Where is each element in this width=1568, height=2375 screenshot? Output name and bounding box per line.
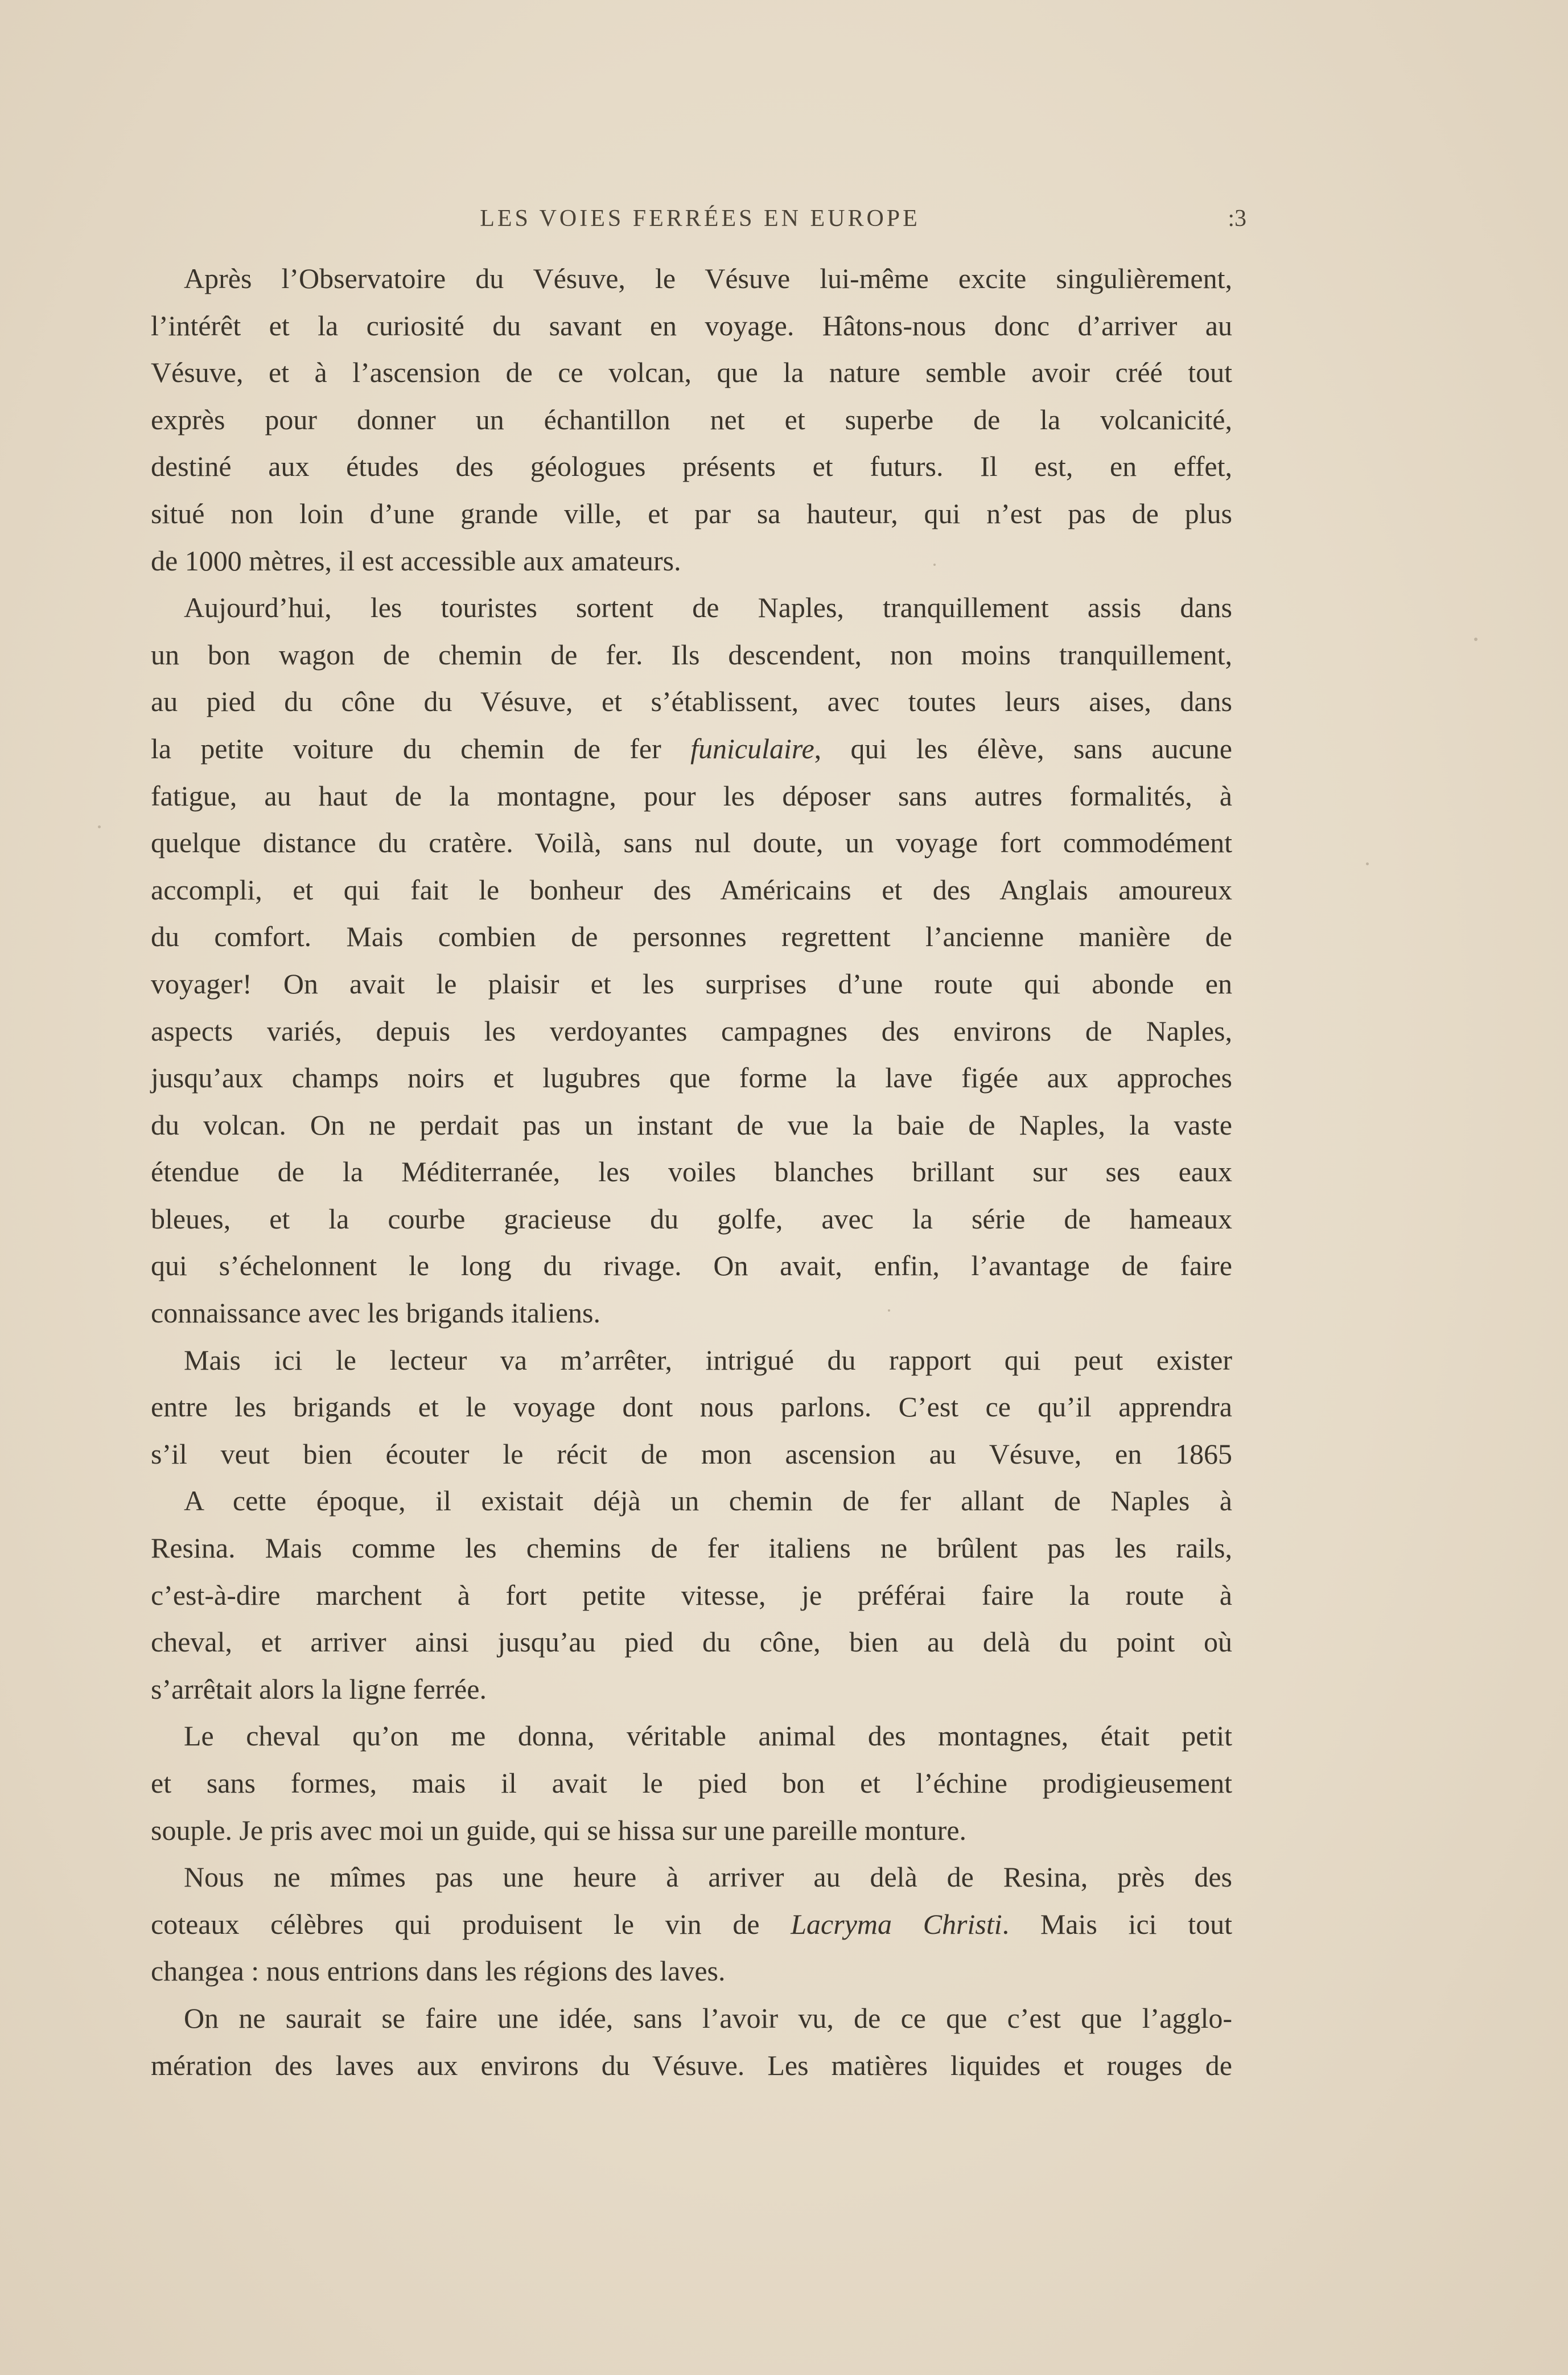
text-line: Mais ici le lecteur va m’arrêter, intrigué du rapport qui peut exister (184, 1343, 1232, 1376)
text-line: au pied du cône du Vésuve, et s’établissent, avec toutes leurs aises, dans (151, 685, 1232, 718)
text-line: mération des laves aux environs du Vésuve. Les matières liquides et rouges de (151, 2049, 1232, 2081)
text-line: Le cheval qu’on me donna, véritable animal des montagnes, était petit (184, 1720, 1232, 1752)
text-line: situé non loin d’une grande ville, et par sa hauteur, qui n’est pas de plus (151, 497, 1232, 529)
page-number: :3 (1228, 206, 1246, 232)
text-line: changea : nous entrions dans les régions des laves. (151, 1955, 726, 1987)
paper-speck (888, 1309, 890, 1312)
text-line: l’intérêt et la curiosité du savant en voyage. Hâtons-nous donc d’arriver au (151, 309, 1232, 342)
text-line: quelque distance du cratère. Voilà, sans nul doute, un voyage fort commodément (151, 827, 1232, 859)
text-line: destiné aux études des géologues présents et futurs. Il est, en effet, (151, 450, 1232, 483)
text-line: la petite voiture du chemin de fer funiculaire, qui les élève, sans aucune (151, 732, 1233, 765)
text-line: Après l’Observatoire du Vésuve, le Vésuve lui-même excite singulièrement, (184, 262, 1232, 294)
text-line: cheval, et arriver ainsi jusqu’au pied du cône, bien au delà du point où (151, 1626, 1232, 1658)
italic-term: Lacryma Christi (791, 1908, 1002, 1940)
text-line: qui s’échelonnent le long du rivage. On avait, enfin, l’avantage de faire (151, 1250, 1232, 1282)
text-line: On ne saurait se faire une idée, sans l’avoir vu, de ce que c’est que l’agglo- (184, 2002, 1232, 2034)
running-header (154, 205, 1246, 239)
text-line: A cette époque, il existait déjà un chemin de fer allant de Naples à (184, 1485, 1232, 1517)
text-line: Nous ne mîmes pas une heure à arriver au delà de Resina, près des (184, 1861, 1232, 1893)
text-line: du volcan. On ne perdait pas un instant de vue la baie de Naples, la vaste (151, 1108, 1232, 1141)
body-text (151, 255, 1232, 2089)
text-line: bleues, et la courbe gracieuse du golfe, avec la série de hameaux (151, 1202, 1232, 1235)
text-line: voyager! On avait le plaisir et les surprises d’une route qui abonde en (151, 967, 1232, 1000)
text-line: c’est-à-dire marchent à fort petite vitesse, je préférai faire la route à (151, 1579, 1232, 1611)
paper-speck (1474, 638, 1478, 641)
text-line: un bon wagon de chemin de fer. Ils descendent, non moins tranquillement, (151, 638, 1232, 671)
text-line: aspects variés, depuis les verdoyantes campagnes des environs de Naples, (151, 1014, 1232, 1047)
paper-speck (98, 825, 101, 828)
paper-speck (933, 564, 936, 566)
text-line: connaissance avec les brigands italiens. (151, 1297, 600, 1329)
text-line: fatigue, au haut de la montagne, pour les déposer sans autres formalités, à (151, 779, 1232, 812)
text-line: Resina. Mais comme les chemins de fer italiens ne brûlent pas les rails, (151, 1532, 1232, 1564)
text-line: exprès pour donner un échantillon net et superbe de la volcanicité, (151, 403, 1232, 435)
text-line: entre les brigands et le voyage dont nous parlons. C’est ce qu’il apprendra (151, 1391, 1232, 1423)
text-line: étendue de la Méditerranée, les voiles blanches brillant sur ses eaux (151, 1156, 1232, 1188)
text-line: Vésuve, et à l’ascension de ce volcan, que la nature semble avoir créé tout (151, 356, 1232, 389)
text-line: s’il veut bien écouter le récit de mon ascension au Vésuve, en 1865 (151, 1437, 1232, 1470)
text-line: souple. Je pris avec moi un guide, qui se hissa sur une pareille monture. (151, 1814, 967, 1846)
text-line: accompli, et qui fait le bonheur des Américains et des Anglais amoureux (151, 873, 1232, 906)
paper-speck (1366, 862, 1369, 865)
text-line: du comfort. Mais combien de personnes regrettent l’ancienne manière de (151, 921, 1232, 953)
text-line: coteaux célèbres qui produisent le vin de Lacryma Christi. Mais ici tout (151, 1908, 1232, 1940)
running-title: LES VOIES FERRÉES EN EUROPE (480, 206, 920, 232)
text-line: de 1000 mètres, il est accessible aux amateurs. (151, 544, 681, 577)
text-line: s’arrêtait alors la ligne ferrée. (151, 1673, 487, 1705)
text-line: jusqu’aux champs noirs et lugubres que forme la lave figée aux approches (151, 1062, 1232, 1094)
italic-term: funiculaire (690, 732, 814, 765)
text-line: Aujourd’hui, les touristes sortent de Naples, tranquillement assis dans (184, 591, 1232, 624)
text-line: et sans formes, mais il avait le pied bon et l’échine prodigieusement (151, 1767, 1232, 1799)
